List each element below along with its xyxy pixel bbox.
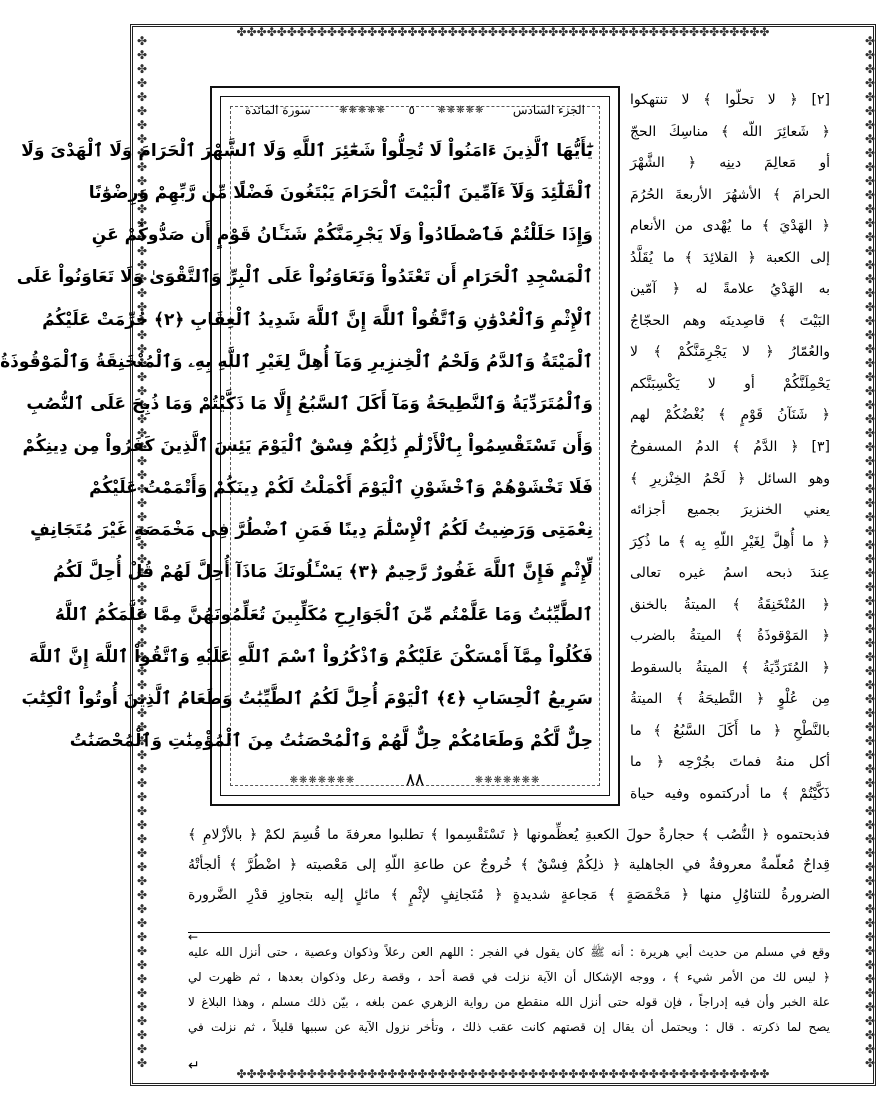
commentary-line: ﴿ شَنَآنُ قَوْمٍ ﴾ بُغْضُكُمْ لهم <box>630 407 830 424</box>
ornament-right: ✤✤✤✤✤✤✤✤✤✤✤✤✤✤✤✤✤✤✤✤✤✤✤✤✤✤✤✤✤✤✤✤✤✤✤✤✤✤✤✤✤✤✤✤✤✤✤✤✤✤✤✤✤✤✤✤✤✤✤✤✤✤✤✤✤✤✤✤✤✤✤✤✤✤ <box>863 34 877 1070</box>
mushaf-line: وَأَن تَسْتَقْسِمُواْ بِٱلْأَزْلَٰمِ ذَٰلِكُمْ فِسْقٌ ٱلْيَوْمَ يَئِسَ ٱلَّذِينَ كَفَرُواْ مِن دِينِكُمْ <box>22 435 593 456</box>
commentary-line: أو مَعالِمَ دينِه ﴿ الشَّهْرَ <box>630 155 830 172</box>
mushaf-line: لِّإِثْمٍ فَإِنَّ ٱللَّهَ غَفُورٌ رَّحِيمٌ ﴿٣﴾ يَسْـَٔلُونَكَ مَاذَآ أُحِلَّ لَهُمْ قُلْ أُحِلَّ لَكُمُ <box>52 562 593 583</box>
commentary-line: يَحْمِلَنَّكُمْ أو لا يَكْسِبَنَّكم <box>630 375 830 392</box>
footnote-divider <box>188 932 830 933</box>
commentary-line: وهو السائل ﴿ لَحْمُ الخِنْزيرِ ﴾ <box>630 470 830 487</box>
mushaf-line: ٱلطَّيِّبَٰتُ وَمَا عَلَّمْتُم مِّنَ ٱلْجَوَارِحِ مُكَلِّبِينَ تُعَلِّمُونَهُنَّ مِمَّا عَلَّمَكُمُ ٱللَّهُ <box>54 604 593 625</box>
mushaf-line: ٱلْقَلَٰٓئِدَ وَلَآ ءَآمِّينَ ٱلْبَيْتَ ٱلْحَرَامَ يَبْتَغُونَ فَضْلًا مِّن رَّبِّهِمْ وَرِضْوَٰنًا <box>88 183 593 204</box>
commentary-line: ﴿ المَوْقوذَةُ ﴾ الميتةُ بالضرب <box>630 628 830 645</box>
mushaf-line: سَرِيعُ ٱلْحِسَابِ ﴿٤﴾ ٱلْيَوْمَ أُحِلَّ لَكُمُ ٱلطَّيِّبَٰتُ وَطَعَامُ ٱلَّذِينَ أُوتُواْ ٱلْكِتَٰبَ <box>21 688 593 709</box>
commentary-line: ﴿ الهَدْيَ ﴾ ما يُهْدى من الأنعام <box>630 218 830 235</box>
header-ornament-2: ❋❋❋❋❋ <box>339 104 387 116</box>
wide-commentary-line: فذبحتموه ﴿ النُّصُب ﴾ حجارةٌ حولَ الكعبةِ يُعظِّمونها ﴿ تَسْتَقْسِموا ﴾ تطلبوا معرفةَ ما قُسِمَ لكمْ ﴿ بالأزْلامِ ﴾ <box>188 827 830 843</box>
mushaf-line: ٱلْمَسْجِدِ ٱلْحَرَامِ أَن تَعْتَدُواْ وَتَعَاوَنُواْ عَلَى ٱلْبِرِّ وَٱلتَّقْوَىٰ وَلَا تَعَاوَنُواْ عَلَى <box>16 267 593 288</box>
mushaf-line: يَٰٓأَيُّهَا ٱلَّذِينَ ءَامَنُواْ لَا تُحِلُّواْ شَعَٰٓئِرَ ٱللَّهِ وَلَا ٱلشَّهْرَ ٱلْحَرَامَ وَلَا ٱلْهَدْىَ وَلَا <box>21 141 593 161</box>
commentary-line: البَيْتَ ﴾ قاصِدينَه وهم الحجّاجُ <box>630 312 830 329</box>
mushaf-line: فَلَا تَخْشَوْهُمْ وَٱخْشَوْنِ ٱلْيَوْمَ أَكْمَلْتُ لَكُمْ دِينَكُمْ وَأَتْمَمْتُ عَلَيْكُمْ <box>89 478 593 499</box>
wide-commentary <box>188 820 830 910</box>
header-ornament: ❋❋❋❋❋ <box>437 104 485 116</box>
commentary-line: ذَكَّيْتُمْ ﴾ ما أدركتموه وفيه حياة <box>630 786 830 803</box>
mushaf-line: وَٱلْمُتَرَدِّيَةُ وَٱلنَّطِيحَةُ وَمَآ أَكَلَ ٱلسَّبُعُ إِلَّا مَا ذَكَّيْتُمْ وَمَا ذُبِحَ عَلَى ٱلنُّصُبِ <box>26 393 593 414</box>
mushaf-footer <box>239 769 591 791</box>
ornament-top: ✤✤✤✤✤✤✤✤✤✤✤✤✤✤✤✤✤✤✤✤✤✤✤✤✤✤✤✤✤✤✤✤✤✤✤✤✤✤✤✤✤✤✤✤✤✤✤✤✤✤✤✤✤ <box>236 25 770 39</box>
mushaf-header <box>239 99 591 121</box>
footnotes <box>188 940 830 1040</box>
juz-label: الجزء السادس <box>512 103 585 117</box>
mushaf-line: وَإِذَا حَلَلْتُمْ فَٱصْطَادُواْ وَلَا يَجْرِمَنَّكُمْ شَنَـَٔانُ قَوْمٍ أَن صَدُّوكُمْ عَنِ <box>91 225 593 246</box>
commentary-line: [٣] ﴿ الدَّمُ ﴾ الدمُ المسفوحُ <box>630 439 830 456</box>
commentary-line: ﴿ شَعائِرَ اللّه ﴾ مناسِكَ الحجّ <box>630 123 830 140</box>
commentary-line: عِندَ ذبحه اسمُ غيره تعالى <box>630 565 830 582</box>
mushaf-line: ٱلْإِثْمِ وَٱلْعُدْوَٰنِ وَٱتَّقُواْ ٱللَّهَ إِنَّ ٱللَّهَ شَدِيدُ ٱلْعِقَابِ ﴿٢﴾ حُرِّمَتْ عَلَيْكُمُ <box>42 309 593 330</box>
footer-ornament: ❋❋❋❋❋❋❋ <box>474 774 541 786</box>
mushaf-text <box>0 131 593 761</box>
ornament-left: ✤✤✤✤✤✤✤✤✤✤✤✤✤✤✤✤✤✤✤✤✤✤✤✤✤✤✤✤✤✤✤✤✤✤✤✤✤✤✤✤✤✤✤✤✤✤✤✤✤✤✤✤✤✤✤✤✤✤✤✤✤✤✤✤✤✤✤✤✤✤✤✤✤✤ <box>135 34 149 1070</box>
mushaf-line: فَكُلُواْ مِمَّآ أَمْسَكْنَ عَلَيْكُمْ وَٱذْكُرُواْ ٱسْمَ ٱللَّهِ عَلَيْهِ وَٱتَّقُواْ ٱللَّهَ إِنَّ ٱللَّهَ <box>28 646 593 667</box>
commentary-line: ﴿ المُتَرَدِّيَةُ ﴾ الميتةُ بالسقوط <box>630 659 830 676</box>
commentary-line: به الهَدْيُ علامةً له ﴿ آمّين <box>630 281 830 298</box>
commentary-line: يعني الخنزيرَ بجميع أجزائه <box>630 502 830 519</box>
footnote-line: ﴿ ليس لك من الأمر شيء ﴾ ، ووجه الإشكال أن الآية نزلت في قصة أحد ، وقصة رعل وذكوان بعدها ، ثم ظهرت لي <box>188 970 830 984</box>
mushaf-line: ٱلْمَيْتَةُ وَٱلدَّمُ وَلَحْمُ ٱلْخِنزِيرِ وَمَآ أُهِلَّ لِغَيْرِ ٱللَّهِ بِهِۦ وَٱلْمُنْخَنِقَةُ وَٱلْمَوْقُوذَةُ <box>0 351 593 372</box>
commentary-line: بالنَّطْحِ ﴿ ما أَكَلَ السَّبُعُ ﴾ ما <box>630 722 830 739</box>
commentary-line: مِن عُلْوٍ ﴿ النَّطيحَةُ ﴾ الميتةُ <box>630 691 830 708</box>
footnote-line: وقع في مسلم من حديث أبي هريرة : أنه ﷺ كان يقول في الفجر : اللهم العن رعلاً وذكوان وعصية ، حتى أنزل الله عليه <box>188 945 830 959</box>
page-number: ٨٨ <box>405 770 425 790</box>
header-separator: ٥ <box>408 103 415 117</box>
ornament-bottom: ✤✤✤✤✤✤✤✤✤✤✤✤✤✤✤✤✤✤✤✤✤✤✤✤✤✤✤✤✤✤✤✤✤✤✤✤✤✤✤✤✤✤✤✤✤✤✤✤✤✤✤✤✤ <box>236 1067 770 1081</box>
commentary-line: ﴿ ما أُهِلَّ لِغَيْرِ اللّهِ بِه ﴾ ما ذُكِرَ <box>630 533 830 550</box>
mushaf-line: حِلٌّ لَّكُمْ وَطَعَامُكُمْ حِلٌّ لَّهُمْ وَٱلْمُحْصَنَٰتُ مِنَ ٱلْمُؤْمِنَٰتِ وَٱلْمُحْصَنَٰتُ <box>69 730 593 751</box>
commentary-line: والعُمّارُ ﴿ لا يَجْرِمَنَّكُمْ ﴾ لا <box>630 344 830 361</box>
commentary-line: ﴿ المُنْخَنِقَةُ ﴾ الميتةُ بالخنق <box>630 596 830 613</box>
wide-commentary-line: الضرورةُ للتناوُلِ منها ﴿ مَخْمَصَةٍ ﴾ مَجاعةٍ شديدةٍ ﴿ مُتَجانِفٍ لإثْمٍ ﴾ مائلٍ إليه بتجاوزِ قدْرِ الضَّرورة <box>188 887 830 903</box>
commentary-line: إلى الكعبة ﴿ القلائِدَ ﴾ ما يُقَلَّدُ <box>630 249 830 266</box>
mushaf-line: نِعْمَتِى وَرَضِيتُ لَكُمُ ٱلْإِسْلَٰمَ دِينًا فَمَنِ ٱضْطُرَّ فِى مَخْمَصَةٍ غَيْرَ مُتَجَانِفٍ <box>30 520 593 541</box>
continuation-arrow-icon: ← <box>188 930 199 944</box>
mushaf-inner-frame <box>0 96 610 796</box>
footnote-line: علة الخبر وأن فيه إدراجاً ، فإن قوله حتى أنزل الله منقطع من رواية الزهري عمن بلغه ، بيّن ذلك مسلم ، وهذا البلاغ لا <box>188 995 830 1009</box>
next-page-arrow-icon: ↵ <box>188 1058 200 1074</box>
wide-commentary-line: قِداحٌ مُعلّمةٌ معروفةٌ في الجاهلية ﴿ ذلِكُمْ فِسْقٌ ﴾ خُروجٌ عن طاعةِ اللّهِ إلى مَعْصيته ﴿ اضْطُرَّ ﴾ ألجأتْهُ <box>188 857 830 873</box>
commentary-line: [٢] ﴿ لا تحلّوا ﴾ لا تنتهكوا <box>630 92 830 108</box>
mushaf-page <box>0 86 620 806</box>
commentary-line: أكل منهُ فماتَ بجُرْحِه ﴿ ما <box>630 754 830 771</box>
footnote-line: يصح لما ذكرته . قال : ويحتمل أن يقال إن قصتهم كانت عقب ذلك ، وتأخر نزول الآية عن سببها قليلاً ، ثم نزلت في <box>188 1020 830 1034</box>
side-commentary <box>630 90 830 806</box>
footer-ornament-2: ❋❋❋❋❋❋❋ <box>289 774 356 786</box>
commentary-line: الحرامَ ﴾ الأشهُرَ الأربعةَ الحُرُمَ <box>630 186 830 203</box>
surah-label: سورة المائدة <box>244 103 311 117</box>
